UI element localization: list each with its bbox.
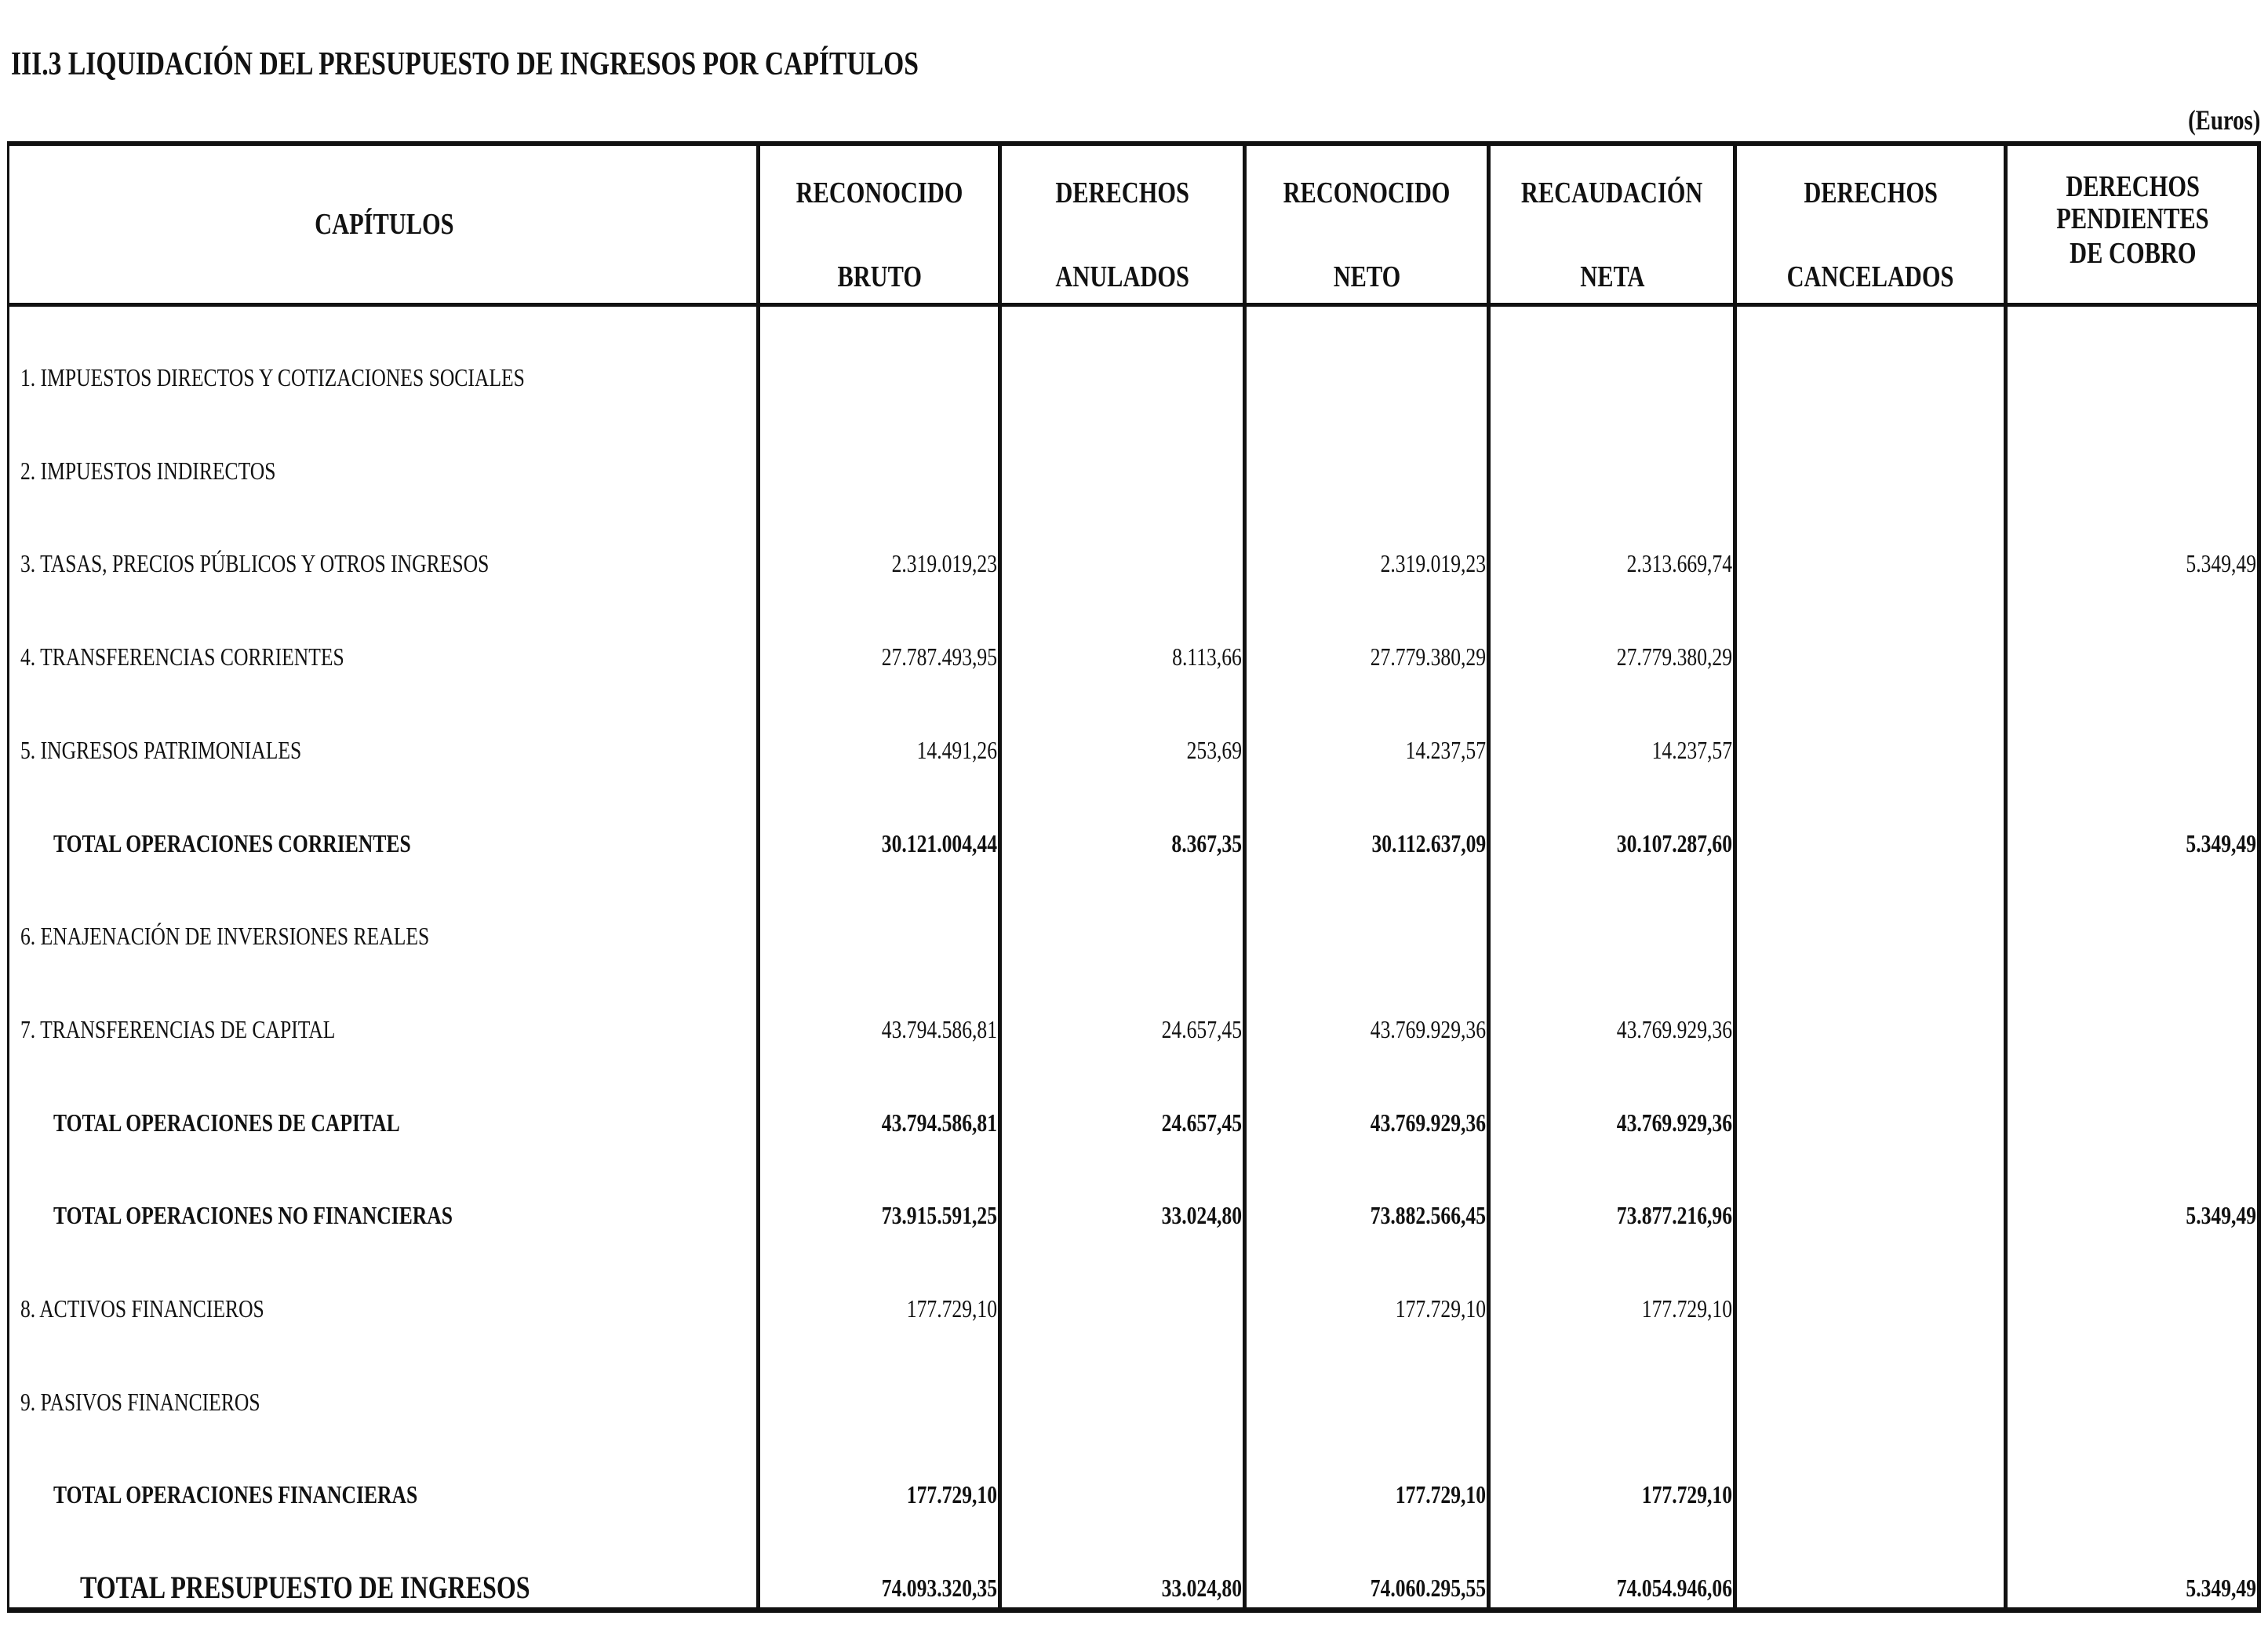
units-text: (Euros) [2187, 104, 2260, 136]
cell-reconocido-bruto [759, 983, 997, 1075]
row-label [20, 1262, 325, 1355]
header-text: ANULADOS [1055, 260, 1190, 293]
cell-derechos-cancelados [1735, 983, 2003, 1075]
cell-reconocido-bruto [759, 1448, 997, 1541]
header-text: CANCELADOS [1787, 260, 1954, 293]
row-label [80, 1541, 643, 1634]
cell-recaudacion-neta [1489, 1448, 1732, 1541]
cell-derechos-cancelados [1735, 797, 2003, 890]
cell-derechos-anulados [1000, 797, 1242, 890]
cell-reconocido-bruto [759, 1541, 997, 1634]
header-divider [9, 303, 2257, 307]
cell-value: 24.657,45 [1161, 1014, 1242, 1043]
cell-value: 2.319.019,23 [1380, 549, 1486, 578]
cell-value: 74.054.946,06 [1616, 1574, 1732, 1603]
row-label [53, 1169, 552, 1261]
cell-derechos-cancelados [1735, 1262, 2003, 1355]
cell-value: 177.729,10 [1395, 1480, 1486, 1509]
cell-reconocido-bruto [759, 1356, 997, 1448]
cell-value: 2.319.019,23 [891, 549, 997, 578]
table-row [9, 610, 2257, 703]
header-text: CAPÍTULOS [314, 208, 454, 241]
cell-reconocido-neto [1245, 1262, 1486, 1355]
header-line [1489, 176, 1735, 210]
cell-value: 74.093.320,35 [881, 1574, 997, 1603]
cell-derechos-anulados [1000, 1541, 1242, 1634]
header-line [2006, 236, 2259, 271]
cell-derechos-cancelados [1735, 331, 2003, 424]
cell-pendientes-cobro [2006, 1262, 2256, 1355]
cell-reconocido-bruto [759, 517, 997, 610]
cell-recaudacion-neta [1489, 1356, 1732, 1448]
header-text: PENDIENTES [2056, 202, 2209, 235]
header-line [1245, 260, 1489, 294]
cell-value: 24.657,45 [1161, 1108, 1242, 1137]
cell-reconocido-neto [1245, 1169, 1486, 1261]
cell-value: 30.107.287,60 [1616, 828, 1732, 857]
header-derechos-cancelados [1735, 146, 2006, 303]
total-row [9, 1448, 2257, 1541]
table-row [9, 890, 2257, 982]
cell-pendientes-cobro [2006, 610, 2256, 703]
row-label [20, 1356, 320, 1448]
row-label [20, 424, 340, 517]
cell-pendientes-cobro [2006, 1356, 2256, 1448]
table-row [9, 704, 2257, 796]
cell-reconocido-bruto [759, 1262, 997, 1355]
row-label [20, 890, 532, 982]
cell-value: 2.313.669,74 [1626, 549, 1732, 578]
cell-derechos-cancelados [1735, 1448, 2003, 1541]
cell-derechos-anulados [1000, 1448, 1242, 1541]
cell-reconocido-bruto [759, 610, 997, 703]
table-row [9, 331, 2257, 424]
row-label-text: TOTAL OPERACIONES NO FINANCIERAS [53, 1201, 453, 1230]
cell-recaudacion-neta [1489, 1541, 1732, 1634]
cell-reconocido-neto [1245, 890, 1486, 982]
cell-reconocido-bruto [759, 704, 997, 796]
header-text: RECONOCIDO [1283, 177, 1451, 209]
header-line [759, 176, 1000, 210]
row-label [20, 610, 425, 703]
cell-value: 8.367,35 [1171, 828, 1242, 857]
cell-value: 73.915.591,25 [881, 1201, 997, 1230]
row-label-text: 9. PASIVOS FINANCIEROS [20, 1387, 260, 1416]
row-label-text: 7. TRANSFERENCIAS DE CAPITAL [20, 1014, 336, 1043]
cell-derechos-anulados [1000, 1262, 1242, 1355]
row-label-text: 6. ENAJENACIÓN DE INVERSIONES REALES [20, 922, 430, 951]
row-label [53, 797, 501, 890]
row-label-text: TOTAL OPERACIONES CORRIENTES [53, 828, 411, 857]
header-recaudacion-neta [1489, 146, 1735, 303]
cell-value: 177.729,10 [1641, 1294, 1732, 1323]
cell-derechos-anulados [1000, 424, 1242, 517]
table-row [9, 424, 2257, 517]
revenue-table [7, 141, 2261, 1613]
header-line [9, 207, 759, 242]
header-text: RECAUDACIÓN [1521, 177, 1703, 209]
total-row [9, 1541, 2257, 1634]
row-label-text: 3. TASAS, PRECIOS PÚBLICOS Y OTROS INGRESOS [20, 549, 490, 578]
total-row [9, 1169, 2257, 1261]
table-row [9, 983, 2257, 1075]
cell-value: 5.349,49 [2186, 1201, 2256, 1230]
cell-value: 43.769.929,36 [1370, 1108, 1486, 1137]
cell-value: 14.237,57 [1405, 735, 1486, 764]
cell-reconocido-bruto [759, 424, 997, 517]
cell-pendientes-cobro [2006, 983, 2256, 1075]
cell-reconocido-neto [1245, 1356, 1486, 1448]
header-line [1245, 176, 1489, 210]
cell-pendientes-cobro [2006, 424, 2256, 517]
header-text: NETO [1333, 260, 1401, 293]
cell-recaudacion-neta [1489, 517, 1732, 610]
cell-reconocido-neto [1245, 1541, 1486, 1634]
cell-pendientes-cobro [2006, 1448, 2256, 1541]
cell-reconocido-bruto [759, 890, 997, 982]
cell-recaudacion-neta [1489, 331, 1732, 424]
header-line [1489, 260, 1735, 294]
header-line [1735, 260, 2006, 294]
row-label-text: 8. ACTIVOS FINANCIEROS [20, 1294, 264, 1323]
cell-reconocido-bruto [759, 797, 997, 890]
cell-derechos-anulados [1000, 704, 1242, 796]
header-line [759, 260, 1000, 294]
header-derechos-anulados [1000, 146, 1245, 303]
cell-derechos-anulados [1000, 983, 1242, 1075]
header-text: BRUTO [837, 260, 922, 293]
cell-derechos-cancelados [1735, 1169, 2003, 1261]
header-text: DERECHOS [1804, 177, 1938, 209]
cell-recaudacion-neta [1489, 424, 1732, 517]
cell-value: 30.112.637,09 [1371, 828, 1486, 857]
cell-value: 27.779.380,29 [1370, 642, 1486, 671]
cell-value: 43.794.586,81 [881, 1108, 997, 1137]
cell-pendientes-cobro [2006, 1076, 2256, 1169]
cell-derechos-cancelados [1735, 424, 2003, 517]
cell-value: 30.121.004,44 [881, 828, 997, 857]
header-line [2006, 169, 2259, 204]
cell-reconocido-neto [1245, 797, 1486, 890]
cell-value: 14.237,57 [1651, 735, 1732, 764]
units-label [2170, 104, 2260, 136]
table-row [9, 517, 2257, 610]
cell-derechos-anulados [1000, 1076, 1242, 1169]
row-label [53, 1448, 508, 1541]
header-text: DERECHOS [1055, 177, 1190, 209]
row-label-text: 1. IMPUESTOS DIRECTOS Y COTIZACIONES SOCIALES [20, 363, 525, 391]
cell-value: 73.877.216,96 [1616, 1201, 1732, 1230]
cell-recaudacion-neta [1489, 704, 1732, 796]
cell-reconocido-bruto [759, 331, 997, 424]
row-label-text: 5. INGRESOS PATRIMONIALES [20, 735, 302, 764]
cell-recaudacion-neta [1489, 610, 1732, 703]
cell-reconocido-neto [1245, 1448, 1486, 1541]
cell-derechos-anulados [1000, 1169, 1242, 1261]
cell-value: 27.779.380,29 [1616, 642, 1732, 671]
cell-recaudacion-neta [1489, 1169, 1732, 1261]
cell-recaudacion-neta [1489, 983, 1732, 1075]
cell-value: 43.769.929,36 [1616, 1108, 1732, 1137]
row-label-text: 4. TRANSFERENCIAS CORRIENTES [20, 642, 344, 671]
cell-value: 177.729,10 [906, 1294, 997, 1323]
page-title [11, 45, 1145, 83]
cell-reconocido-neto [1245, 517, 1486, 610]
header-pendientes-cobro [2006, 146, 2259, 303]
cell-reconocido-bruto [759, 1076, 997, 1169]
header-capitulos [9, 146, 759, 303]
header-line [1000, 260, 1245, 294]
row-label-text: TOTAL OPERACIONES DE CAPITAL [53, 1108, 400, 1137]
cell-derechos-cancelados [1735, 704, 2003, 796]
cell-value: 177.729,10 [1641, 1480, 1732, 1509]
total-row [9, 1076, 2257, 1169]
cell-pendientes-cobro [2006, 1169, 2256, 1261]
cell-reconocido-neto [1245, 424, 1486, 517]
cell-value: 14.491,26 [916, 735, 997, 764]
cell-derechos-anulados [1000, 517, 1242, 610]
header-line [1735, 176, 2006, 210]
cell-pendientes-cobro [2006, 517, 2256, 610]
cell-derechos-cancelados [1735, 1076, 2003, 1169]
cell-derechos-anulados [1000, 1356, 1242, 1448]
header-text: RECONOCIDO [795, 177, 963, 209]
table-row [9, 1356, 2257, 1448]
cell-value: 5.349,49 [2186, 549, 2256, 578]
row-label-text: TOTAL PRESUPUESTO DE INGRESOS [80, 1570, 530, 1606]
cell-value: 74.060.295,55 [1370, 1574, 1486, 1603]
total-row [9, 797, 2257, 890]
header-line [1000, 176, 1245, 210]
cell-value: 177.729,10 [1395, 1294, 1486, 1323]
row-label-text: 2. IMPUESTOS INDIRECTOS [20, 456, 276, 485]
cell-derechos-cancelados [1735, 890, 2003, 982]
cell-recaudacion-neta [1489, 1076, 1732, 1169]
cell-value: 253,69 [1186, 735, 1242, 764]
row-label [53, 1076, 486, 1169]
cell-reconocido-bruto [759, 1169, 997, 1261]
cell-value: 43.769.929,36 [1370, 1014, 1486, 1043]
cell-pendientes-cobro [2006, 1541, 2256, 1634]
cell-reconocido-neto [1245, 704, 1486, 796]
row-label [20, 331, 651, 424]
cell-value: 27.787.493,95 [881, 642, 997, 671]
cell-derechos-anulados [1000, 331, 1242, 424]
cell-value: 33.024,80 [1161, 1574, 1242, 1603]
cell-pendientes-cobro [2006, 890, 2256, 982]
cell-value: 177.729,10 [906, 1480, 997, 1509]
cell-derechos-anulados [1000, 890, 1242, 982]
cell-value: 43.794.586,81 [881, 1014, 997, 1043]
cell-recaudacion-neta [1489, 797, 1732, 890]
header-line [2006, 202, 2259, 236]
header-text: DE COBRO [2069, 237, 2197, 270]
header-text: DERECHOS [2066, 170, 2200, 203]
row-label [20, 704, 372, 796]
cell-value: 73.882.566,45 [1370, 1201, 1486, 1230]
cell-derechos-cancelados [1735, 1541, 2003, 1634]
cell-derechos-cancelados [1735, 517, 2003, 610]
cell-derechos-anulados [1000, 610, 1242, 703]
cell-pendientes-cobro [2006, 797, 2256, 890]
header-text: NETA [1579, 260, 1645, 293]
cell-reconocido-neto [1245, 331, 1486, 424]
table-row [9, 1262, 2257, 1355]
cell-derechos-cancelados [1735, 610, 2003, 703]
cell-value: 5.349,49 [2186, 1574, 2256, 1603]
cell-pendientes-cobro [2006, 704, 2256, 796]
cell-reconocido-neto [1245, 1076, 1486, 1169]
row-label [20, 517, 606, 610]
header-reconocido-neto [1245, 146, 1489, 303]
cell-derechos-cancelados [1735, 1356, 2003, 1448]
cell-value: 33.024,80 [1161, 1201, 1242, 1230]
cell-reconocido-neto [1245, 610, 1486, 703]
title-text: III.3 LIQUIDACIÓN DEL PRESUPUESTO DE INGRESOS POR CAPÍTULOS [11, 46, 919, 82]
header-reconocido-bruto [759, 146, 1000, 303]
row-label-text: TOTAL OPERACIONES FINANCIERAS [53, 1480, 418, 1509]
cell-value: 43.769.929,36 [1616, 1014, 1732, 1043]
cell-pendientes-cobro [2006, 331, 2256, 424]
cell-recaudacion-neta [1489, 1262, 1732, 1355]
cell-recaudacion-neta [1489, 890, 1732, 982]
cell-value: 5.349,49 [2186, 828, 2256, 857]
cell-reconocido-neto [1245, 983, 1486, 1075]
cell-value: 8.113,66 [1172, 642, 1242, 671]
row-label [20, 983, 414, 1075]
